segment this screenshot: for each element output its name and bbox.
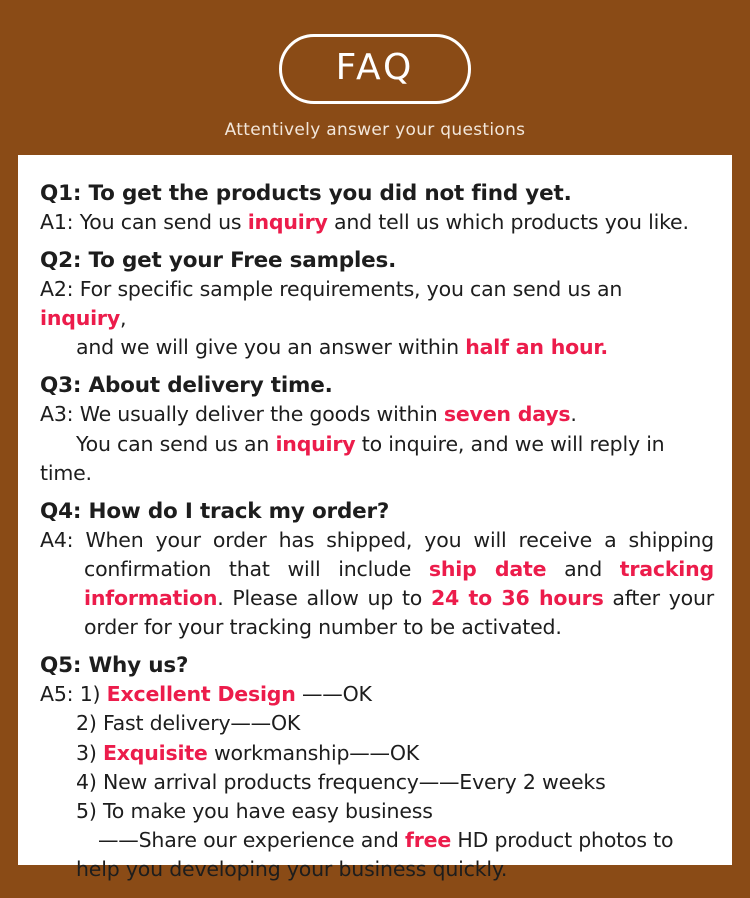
answer-5-item-1-rest: ——OK: [295, 682, 372, 707]
faq-item-q1: [40, 179, 714, 237]
answer-5-item-1-number: 1): [79, 682, 101, 707]
answer-2-highlight-1: inquiry: [40, 306, 120, 331]
answer-5-line-1: [40, 680, 714, 709]
answer-5-item-3: [40, 739, 714, 768]
answer-2-text-2: ,: [120, 306, 127, 331]
answer-5-item-5-text-2: HD product photos to: [451, 827, 674, 852]
answer-4: [40, 526, 714, 642]
answer-3-text-2: .: [570, 402, 577, 427]
faq-badge: FAQ: [279, 34, 472, 104]
answer-1-text-1: You can send us: [79, 210, 248, 235]
question-3: Q3: About delivery time.: [40, 373, 333, 399]
answer-5-item-1-highlight: Excellent Design: [106, 682, 296, 707]
answer-5-item-3-highlight: Exquisite: [102, 740, 208, 765]
answer-4-text-1: When your order has shipped, you will receive a shipping confirmation that will include: [84, 527, 714, 581]
answer-5-label: A5:: [40, 682, 74, 707]
answer-2-label: A2:: [40, 277, 74, 302]
answer-4-text-2: and: [546, 556, 620, 581]
answer-3-text-1: We usually deliver the goods within: [79, 402, 444, 427]
answer-4-highlight-2: tracking information: [84, 556, 715, 611]
question-2: Q2: To get your Free samples.: [40, 248, 397, 274]
answer-2: [40, 275, 714, 362]
answer-5-item-5-line-3: help you developing your business quickly.: [76, 856, 508, 881]
faq-card: [18, 155, 732, 881]
answer-2-highlight-2: half an hour.: [465, 335, 608, 360]
answer-1: [40, 208, 714, 237]
question-5: Q5: Why us?: [40, 653, 189, 679]
faq-item-q4: [40, 497, 714, 642]
answer-1-text-2: and tell us which products you like.: [327, 210, 689, 235]
answer-5-item-5-text-1: ——Share our experience and: [98, 827, 405, 852]
question-1: Q1: To get the products you did not find yet.: [40, 181, 572, 206]
answer-1-highlight-1: inquiry: [247, 210, 328, 235]
faq-item-q2: [40, 246, 714, 362]
faq-header: [0, 0, 750, 140]
answer-3-highlight-2: inquiry: [275, 431, 356, 456]
answer-5-item-5-highlight: free: [404, 827, 452, 852]
answer-5-item-2: 2) Fast delivery——OK: [76, 711, 301, 736]
answer-4-text-3: . Please allow up to: [217, 586, 431, 611]
answer-1-label: A1:: [40, 210, 74, 235]
answer-5-item-5: 5) To make you have easy business: [76, 798, 433, 823]
answer-3-highlight-1: seven days: [443, 402, 571, 427]
answer-2-text-1: For specific sample requirements, you can send us an: [79, 277, 623, 302]
answer-3-line2-text-2: to inquire, and we will reply in time.: [40, 431, 665, 485]
answer-4-text-4: after your order for your tracking number to be activated.: [84, 586, 714, 640]
answer-3-line2-text-1: You can send us an: [76, 431, 276, 456]
question-4: Q4: How do I track my order?: [40, 498, 390, 524]
answer-4-label: A4:: [40, 527, 74, 552]
answer-3: [40, 400, 714, 487]
answer-5-item-3-rest: workmanship——OK: [207, 740, 420, 765]
faq-subtitle: Attentively answer your questions: [224, 120, 526, 140]
answer-5-item-3-number: 3): [76, 740, 97, 765]
answer-2-line2-text: and we will give you an answer within: [76, 335, 466, 360]
answer-5-item-5-line-2: [40, 826, 714, 855]
answer-5-item-4: 4) New arrival products frequency——Every 2 weeks: [76, 769, 606, 794]
answer-3-label: A3:: [40, 402, 74, 427]
answer-4-highlight-3: 24 to 36 hours: [430, 586, 604, 611]
faq-item-q3: [40, 371, 714, 487]
answer-4-highlight-1: ship date: [428, 556, 547, 581]
faq-item-q5: [40, 651, 714, 884]
